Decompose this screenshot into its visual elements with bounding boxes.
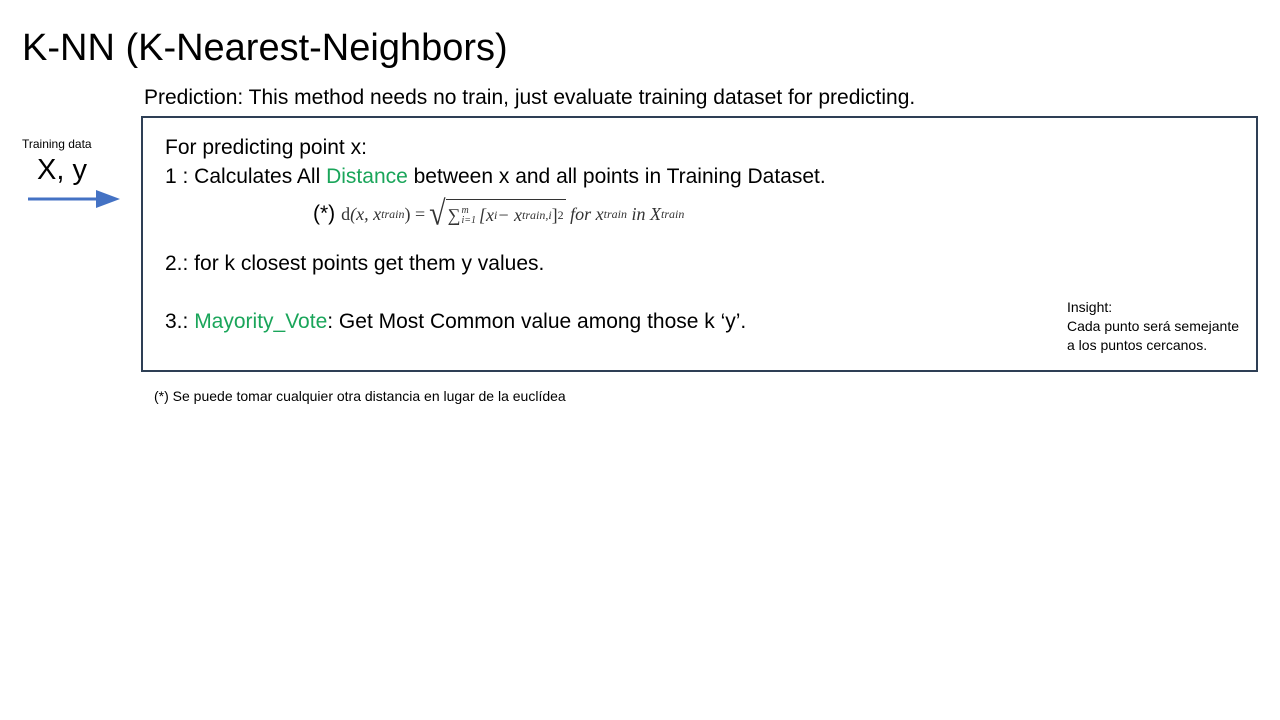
bracket-close: ] xyxy=(551,205,558,225)
formula-fn: d xyxy=(341,203,351,224)
radical-sign: √ xyxy=(429,194,446,233)
step-2: 2.: for k closest points get them y values. xyxy=(165,252,545,275)
formula-args-sub: train xyxy=(381,206,405,221)
in-text: in X xyxy=(631,203,661,224)
summation xyxy=(448,205,479,226)
right-arrow-icon xyxy=(26,188,122,210)
step-1-prefix: 1 : Calculates All xyxy=(165,165,327,188)
formula-args-open: (x, x xyxy=(350,203,382,224)
step-1-suffix: between x and all points in Training Dataset. xyxy=(407,165,826,188)
insight-line-2: a los puntos cercanos. xyxy=(1067,337,1208,353)
minus-term: − x xyxy=(497,205,522,225)
step-1 xyxy=(165,163,826,191)
sum-upper: m xyxy=(461,204,469,216)
step-intro: For predicting point x: xyxy=(165,136,367,159)
training-vars: X, y xyxy=(37,154,87,186)
prediction-text: Prediction: This method needs no train, just evaluate training dataset for predicting. xyxy=(144,86,916,109)
step-3 xyxy=(165,308,746,336)
sum-limits xyxy=(461,206,476,226)
footnote: (*) Se puede tomar cualquier otra distancia en lugar de la euclídea xyxy=(154,388,566,404)
distance-highlight: Distance xyxy=(326,165,408,188)
sum-symbol: ∑ xyxy=(447,205,461,225)
xt-sub: train,i xyxy=(521,208,552,222)
for-sub: train xyxy=(603,206,627,221)
slide-title: K-NN (K-Nearest-Neighbors) xyxy=(22,27,508,69)
power: 2 xyxy=(557,208,564,222)
radicand xyxy=(446,199,566,229)
insight-line-1: Cada punto será semejante xyxy=(1067,318,1239,334)
xi-sub: i xyxy=(494,208,498,222)
bracket-open: [x xyxy=(479,205,494,225)
training-data-label: Training data xyxy=(22,137,92,151)
sqrt xyxy=(429,194,566,233)
distance-formula xyxy=(313,194,684,234)
in-sub: train xyxy=(661,206,685,221)
insight-heading: Insight: xyxy=(1067,299,1113,315)
formula-marker: (*) xyxy=(313,202,336,225)
sum-lower: i=1 xyxy=(461,214,476,226)
majority-vote-highlight: Mayority_Vote xyxy=(194,310,328,333)
formula-args-close: ) = xyxy=(404,203,426,224)
formula-math xyxy=(341,194,685,233)
step-3-prefix: 3.: xyxy=(165,310,195,333)
algorithm-box xyxy=(141,116,1258,372)
insight-note xyxy=(1067,298,1239,355)
for-text: for x xyxy=(570,203,604,224)
step-3-suffix: : Get Most Common value among those k ‘y’. xyxy=(327,310,747,333)
